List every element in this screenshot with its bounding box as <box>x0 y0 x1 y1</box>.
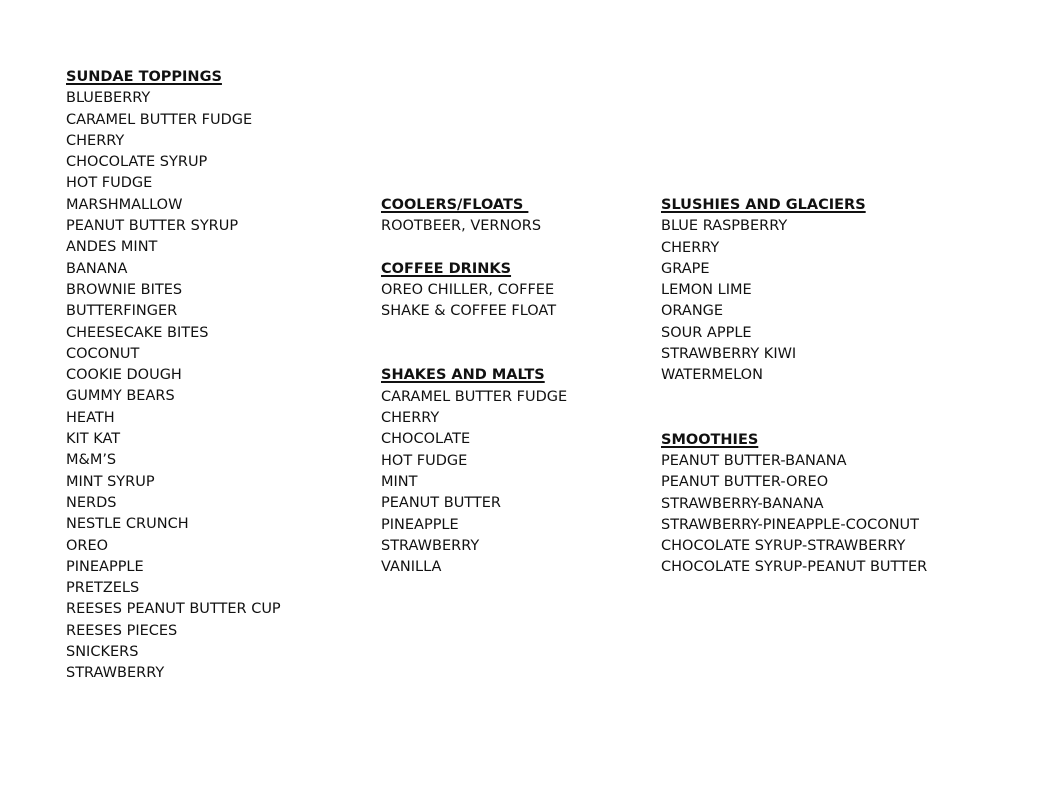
coolers-floats-section <box>381 195 567 238</box>
smoothie-item: CHOCOLATE SYRUP-PEANUT BUTTER <box>661 559 928 576</box>
shake-malt-item: HOT FUDGE <box>381 452 468 469</box>
sundae-topping-item: COOKIE DOUGH <box>66 367 182 384</box>
sundae-topping-item: BUTTERFINGER <box>66 303 178 320</box>
sundae-topping-item: NERDS <box>66 494 117 511</box>
slushie-glacier-item: ORANGE <box>661 303 724 320</box>
shakes-malts-heading: SHAKES AND MALTS <box>381 367 545 384</box>
sundae-topping-item: STRAWBERRY <box>66 665 165 682</box>
slushie-glacier-item: WATERMELON <box>661 367 763 384</box>
sundae-topping-item: BLUEBERRY <box>66 90 151 107</box>
smoothies-section <box>661 430 927 579</box>
sundae-topping-item: CHEESECAKE BITES <box>66 324 209 341</box>
shake-malt-item: CHOCOLATE <box>381 431 471 448</box>
slushies-glaciers-list <box>661 216 927 386</box>
smoothie-item: CHOCOLATE SYRUP-STRAWBERRY <box>661 538 906 555</box>
sundae-toppings-heading: SUNDAE TOPPINGS <box>66 69 222 85</box>
slushie-glacier-item: CHERRY <box>661 239 720 256</box>
sundae-toppings-list <box>66 88 281 684</box>
smoothie-item: STRAWBERRY-PINEAPPLE-COCONUT <box>661 516 920 533</box>
sundae-topping-item: HOT FUDGE <box>66 175 153 192</box>
smoothie-item: PEANUT BUTTER-OREO <box>661 474 829 491</box>
smoothies-list <box>661 451 927 579</box>
slushie-glacier-item: GRAPE <box>661 260 710 277</box>
sundae-toppings-section <box>66 67 281 685</box>
sundae-topping-item: BANANA <box>66 260 128 277</box>
smoothie-item: STRAWBERRY-BANANA <box>661 495 824 512</box>
sundae-topping-item: REESES PEANUT BUTTER CUP <box>66 601 281 618</box>
coffee-drinks-section <box>381 259 567 323</box>
shakes-malts-section <box>381 365 567 578</box>
slushie-glacier-item: STRAWBERRY KIWI <box>661 346 797 363</box>
sundae-topping-item: MINT SYRUP <box>66 473 155 490</box>
sundae-topping-item: M&M’S <box>66 452 117 469</box>
sundae-topping-item: ANDES MINT <box>66 239 158 256</box>
coffee-drinks-heading: COFFEE DRINKS <box>381 260 512 277</box>
sundae-topping-item: CARAMEL BUTTER FUDGE <box>66 111 253 128</box>
sundae-topping-item: KIT KAT <box>66 431 121 448</box>
shake-malt-item: MINT <box>381 473 418 490</box>
sundae-topping-item: CHOCOLATE SYRUP <box>66 154 208 171</box>
smoothies-heading: SMOOTHIES <box>661 431 759 448</box>
sundae-topping-item: HEATH <box>66 409 115 426</box>
slushies-glaciers-section <box>661 195 927 387</box>
column-middle <box>381 195 567 578</box>
sundae-topping-item: PINEAPPLE <box>66 558 144 575</box>
shakes-malts-list <box>381 387 567 579</box>
coolers-floats-list <box>381 216 567 237</box>
coffee-drink-item: OREO CHILLER, COFFEE <box>381 281 555 298</box>
sundae-topping-item: COCONUT <box>66 345 140 362</box>
coffee-drinks-list <box>381 280 567 323</box>
sundae-topping-item: PRETZELS <box>66 580 140 597</box>
sundae-topping-item: NESTLE CRUNCH <box>66 516 189 533</box>
shake-malt-item: CARAMEL BUTTER FUDGE <box>381 388 568 405</box>
slushie-glacier-item: LEMON LIME <box>661 282 752 299</box>
shake-malt-item: STRAWBERRY <box>381 537 480 554</box>
coffee-drink-item: SHAKE & COFFEE FLOAT <box>381 303 557 320</box>
cooler-float-item: ROOTBEER, VERNORS <box>381 218 542 235</box>
shake-malt-item: CHERRY <box>381 410 440 427</box>
slushie-glacier-item: BLUE RASPBERRY <box>661 218 788 235</box>
column-left <box>66 67 281 685</box>
shake-malt-item: PINEAPPLE <box>381 516 459 533</box>
sundae-topping-item: SNICKERS <box>66 644 139 661</box>
slushie-glacier-item: SOUR APPLE <box>661 324 752 341</box>
smoothie-item: PEANUT BUTTER-BANANA <box>661 452 847 469</box>
sundae-topping-item: REESES PIECES <box>66 622 178 639</box>
shake-malt-item: VANILLA <box>381 559 442 576</box>
coolers-floats-heading: COOLERS/FLOATS <box>381 197 529 213</box>
sundae-topping-item: GUMMY BEARS <box>66 388 175 405</box>
column-right <box>661 195 927 579</box>
slushies-glaciers-heading: SLUSHIES AND GLACIERS <box>661 197 866 213</box>
sundae-topping-item: OREO <box>66 537 109 554</box>
sundae-topping-item: MARSHMALLOW <box>66 196 183 213</box>
sundae-topping-item: BROWNIE BITES <box>66 281 183 298</box>
shake-malt-item: PEANUT BUTTER <box>381 495 502 512</box>
sundae-topping-item: CHERRY <box>66 132 125 149</box>
sundae-topping-item: PEANUT BUTTER SYRUP <box>66 218 239 235</box>
